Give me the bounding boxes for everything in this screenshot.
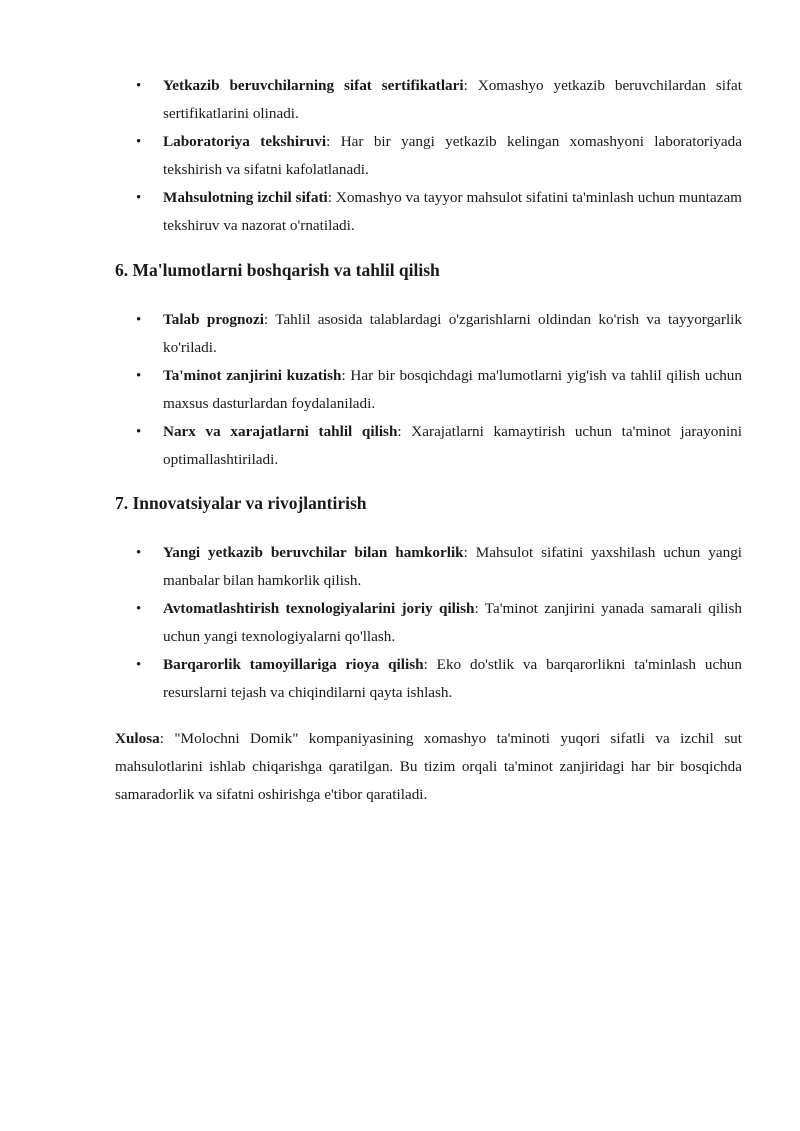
item-term: Laboratoriya tekshiruvi (163, 133, 327, 150)
bullet-icon: • (136, 601, 142, 617)
item-text: Ta'minot zanjirini yanada samarali qilish uchun yangi texnologiyalarni qo'llash. (163, 600, 742, 645)
item-separator: : (423, 656, 428, 673)
document-page (115, 72, 742, 824)
item-separator: : (327, 189, 332, 206)
item-term: Barqarorlik tamoyillariga rioya qilish (163, 656, 424, 673)
item-text: Mahsulot sifatini yaxshilash uchun yangi manbalar bilan hamkorlik qilish. (163, 544, 743, 589)
bullet-icon: • (136, 312, 142, 328)
list-item (115, 72, 742, 128)
item-separator: : (397, 423, 402, 440)
list-item (115, 651, 742, 707)
item-term: Talab prognozi (163, 311, 264, 328)
item-text: Xomashyo va tayyor mahsulot sifatini ta'minlash uchun muntazam tekshiruv va nazorat o'rnatiladi. (163, 189, 742, 234)
conclusion-text: "Molochni Domik" kompaniyasining xomashyo ta'minoti yuqori sifatli va izchil sut mahsulotlarini ishlab chiqarishga qaratilgan. Bu tizim orqali ta'minot zanjiridagi har bir bosqichda samaradorlik va sifatni oshirishga e'tibor qaratiladi. (115, 730, 742, 803)
item-term: Mahsulotning izchil sifati (163, 189, 328, 206)
list-item (115, 184, 742, 240)
list-item (115, 362, 742, 418)
conclusion-term: Xulosa (115, 730, 160, 747)
item-text: Xomashyo yetkazib beruvchilardan sifat sertifikatlarini olinadi. (163, 77, 742, 122)
bullet-icon: • (136, 424, 142, 440)
item-text: Tahlil asosida talablardagi o'zgarishlarni oldindan ko'rish va tayyorgarlik ko'riladi. (163, 311, 742, 356)
item-term: Avtomatlashtirish texnologiyalarini joriy qilish (163, 600, 475, 617)
item-term: Narx va xarajatlarni tahlil qilish (163, 423, 398, 440)
list-item (115, 595, 742, 651)
item-separator: : (463, 544, 468, 561)
list-item (115, 539, 742, 595)
item-separator: : (474, 600, 479, 617)
item-term: Ta'minot zanjirini kuzatish (163, 367, 342, 384)
conclusion-separator: : (159, 730, 164, 747)
conclusion-paragraph (115, 725, 742, 809)
bullet-icon: • (136, 657, 142, 673)
list-item (115, 306, 742, 362)
item-text: Har bir bosqichdagi ma'lumotlarni yig'ish va tahlil qilish uchun maxsus dasturlardan foydalaniladi. (163, 367, 742, 412)
bullet-icon: • (136, 190, 142, 206)
bullet-list-data-management (115, 306, 742, 474)
bullet-icon: • (136, 545, 142, 561)
item-separator: : (263, 311, 269, 328)
item-text: Eko do'stlik va barqarorlikni ta'minlash uchun resurslarni tejash va chiqindilarni qayta ishlash. (163, 656, 742, 701)
item-separator: : (326, 133, 331, 150)
bullet-icon: • (136, 368, 142, 384)
section-heading-6: 6. Ma'lumotlarni boshqarish va tahlil qilish (115, 260, 440, 280)
item-term: Yetkazib beruvchilarning sifat sertifikatlari (163, 77, 464, 94)
item-separator: : (463, 77, 468, 94)
list-item (115, 128, 742, 184)
bullet-icon: • (136, 78, 142, 94)
item-separator: : (341, 367, 346, 384)
item-text: Xarajatlarni kamaytirish uchun ta'minot jarayonini optimallashtiriladi. (163, 423, 742, 468)
list-item (115, 418, 742, 474)
section-heading-7: 7. Innovatsiyalar va rivojlantirish (115, 493, 367, 513)
item-term: Yangi yetkazib beruvchilar bilan hamkorlik (163, 544, 464, 561)
bullet-list-quality (115, 72, 742, 240)
item-text: Har bir yangi yetkazib kelingan xomashyoni laboratoriyada tekshirish va sifatni kafolatlanadi. (163, 133, 742, 178)
bullet-icon: • (136, 134, 142, 150)
bullet-list-innovation (115, 539, 742, 707)
